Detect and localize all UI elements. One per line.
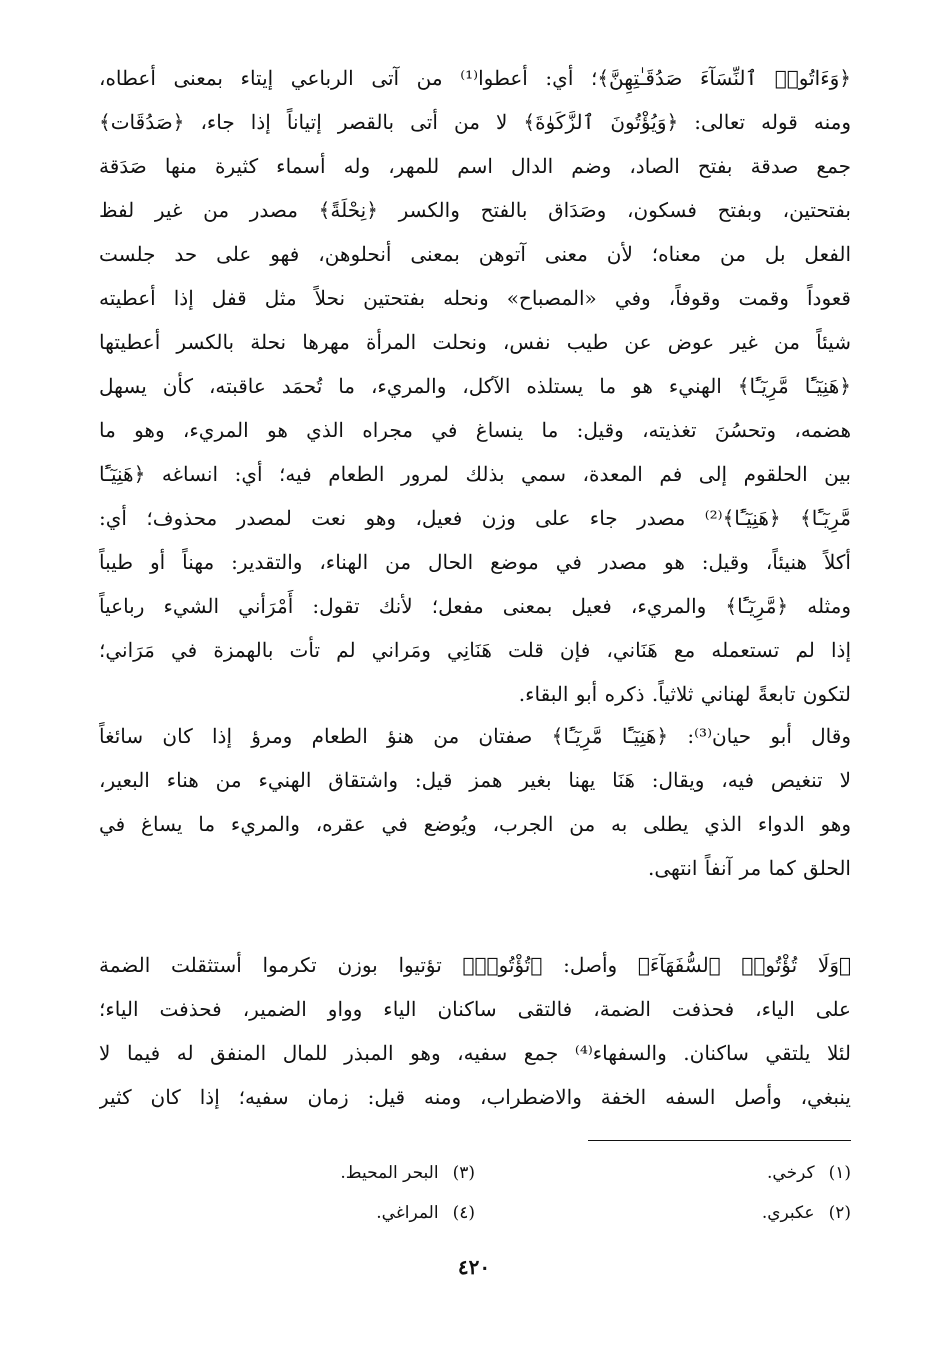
footnotes [99,1153,851,1233]
footnote-item [475,1153,851,1193]
text-line: لا تنغيص فيه، ويقال: هَنَا يهنا بغير همز قيل: واشتقاق الهنيء من هناء البعير، [99,768,851,792]
footnote-text: البحر المحيط. [340,1163,439,1183]
text-line: وهو الدواء الذي يطلى به من الجرب، ويُوضع في عقره، والمريء ما يساغ في [99,812,851,836]
text-line: الفعل بل من معناه؛ لأن معنى آتوهن بمعنى أنحلوهن، فهو على حد جلست [99,242,851,266]
footnote-row [99,1193,851,1233]
text-line: الحلق كما مر آنفاً انتهى. [648,856,851,880]
text-line: وقال أبو حيان⁽³⁾: ﴿هَنِيٓـًٔا مَّرِيٓـًٔا﴾ صفتان من هنؤ الطعام ومرؤ إذا كان سائغاً [99,724,851,748]
footnote-text: عكبري. [761,1203,815,1223]
paragraph-1 [99,56,851,716]
footnote-item [99,1153,475,1193]
text-line: قعوداً وقمت وقوفاً، وفي «المصباح» ونحله بفتحتين نحلاً مثل قفل إذا أعطيته [99,286,851,310]
page-number: ٤٢٠ [457,1255,491,1279]
text-line: أكلاً هنيئاً، وقيل: هو مصدر في موضع الحال من الهناء، والتقدير: مهناً أو طيباً [99,550,851,574]
text-line: جمع صدقة بفتح الصاد، وضم الدال اسم للمهر، وله أسماء كثيرة منها صَدَقة [99,154,851,178]
text-line: ﴿وَلَا تُؤْتُوا۟ ٱلسُّفَهَآءَ﴾ وأصل: ﴿تُؤْتُوا۟﴾ تؤتيوا بوزن تكرموا أستثقلت الضمة [99,953,851,977]
footnote-number: (٢) [828,1203,851,1223]
footnote-text: المراغي. [376,1203,439,1223]
text-line: مَّرِيٓـًٔا﴾ ﴿هَنِيٓـًٔا﴾⁽²⁾ مصدر جاء على وزن فعيل، وهو نعت لمصدر محذوف؛ أي: [99,506,851,530]
footnote-row [99,1153,851,1193]
text-line: شيئاً من غير عوض عن طيب نفس، ونحلت المرأة مهرها نحلة بالكسر أعطيتها [99,330,851,354]
text-line: ﴿وَءَاتُوا۟ ٱلنِّسَآءَ صَدُقَـٰتِهِنَّ﴾؛ أي: أعطوا⁽¹⁾ من آتى الرباعي إيتاء بمعنى أعطاه، [99,66,851,90]
text-line: ﴿هَنِيٓـًٔا مَّرِيٓـًٔا﴾ الهنيء هو ما يستلذه الآكل، والمريء، ما تُحمَد عاقبته، كأن يسهل [99,374,851,398]
text-line: هضمه، وتحسُنَ تغذيته، وقيل: ما ينساغ في مجراه الذي هو المريء، وهو ما [99,418,851,442]
text-line: ومثله ﴿مَّرِيٓـًٔا﴾ والمريء، فعيل بمعنى مفعل؛ لأنك تقول: أَمْرَأني الشيء رباعياً [99,594,851,618]
footnote-item [475,1193,851,1233]
footnote-item [99,1193,475,1233]
footnote-text: كرخي. [767,1163,815,1183]
text-line: ومنه قوله تعالى: ﴿وَيُؤْتُونَ ٱلزَّكَوٰةَ﴾ لا من أتى بالقصر إتياناً إذا جاء، ﴿صَدُقَات﴾ [99,110,851,134]
footnote-number: (١) [828,1163,851,1183]
footnote-number: (٣) [452,1163,475,1183]
text-line: إذا لم تستعمله مع هَنَاني، فإن قلت هَنَانِي ومَراني لم تأت بالهمزة في مَرَاني؛ [99,638,851,662]
text-line: ينبغي، وأصل السفه الخفة والاضطراب، ومنه قيل: زمان سفيه؛ إذا كان كثير [99,1085,851,1109]
text-line: على الياء، فحذفت الضمة، فالتقى ساكنان الياء وواو الضمير، فحذفت الياء؛ [99,997,851,1021]
footnote-divider [588,1140,851,1141]
text-line: لتكون تابعةً لهناني ثلاثياً. ذكره أبو البقاء. [518,682,851,706]
paragraph-2 [99,714,851,890]
text-line: لئلا يلتقي ساكنان. والسفهاء⁽⁴⁾ جمع سفيه، وهو المبذر للمال المنفق له فيما لا [99,1041,851,1065]
paragraph-3 [99,943,851,1119]
text-line: بفتحتين، وبفتح فسكون، وصَدَاق بالفتح والكسر ﴿نِحْلَةً﴾ مصدر من غير لفظ [99,198,851,222]
text-line: بين الحلقوم إلى فم المعدة، سمي بذلك لمرور الطعام فيه؛ أي: انساغه ﴿هَنِيٓـًٔا [99,462,851,486]
footnote-number: (٤) [452,1203,475,1223]
